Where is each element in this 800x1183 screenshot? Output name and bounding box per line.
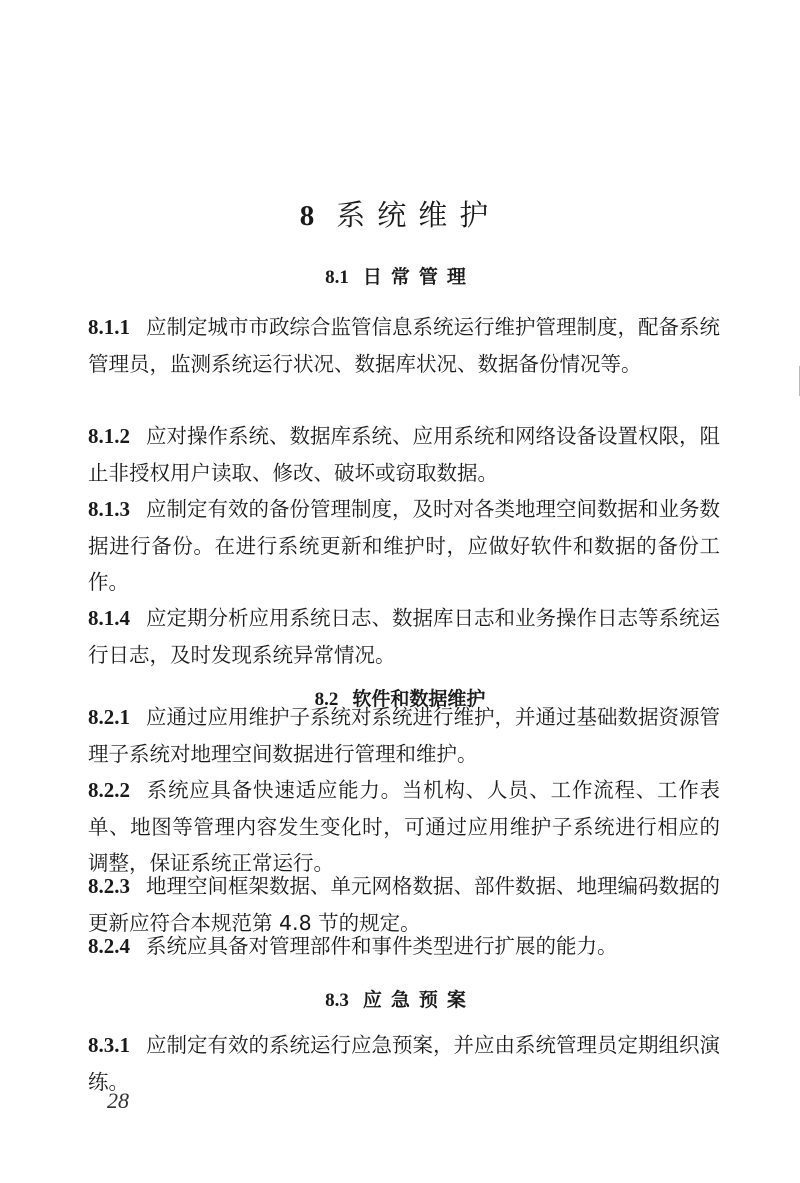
clause-number: 8.1.1 (88, 315, 130, 339)
chapter-title (0, 193, 800, 234)
section-title-text: 日常管理 (362, 266, 475, 288)
clause-number: 8.2.4 (88, 934, 130, 958)
section-title-text: 软件和数据维护 (352, 688, 486, 710)
section-number: 8.1 (325, 267, 349, 288)
clause-8-2-2 (88, 772, 720, 882)
section-title-8-1 (0, 262, 800, 289)
clause-8-3-1 (88, 1027, 720, 1100)
clause-number: 8.1.4 (88, 606, 130, 630)
clause-number: 8.3.1 (88, 1033, 130, 1057)
chapter-number: 8 (299, 200, 327, 232)
clause-number: 8.1.2 (88, 424, 130, 448)
clause-8-2-4 (88, 928, 720, 965)
section-title-8-3 (0, 985, 800, 1012)
clause-text: 应对操作系统、数据库系统、应用系统和网络设备设置权限，阻止非授权用户读取、修改、破坏或窃取数据。 (88, 424, 720, 485)
section-title-text: 应急预案 (362, 989, 475, 1011)
clause-text: 应制定有效的备份管理制度，及时对各类地理空间数据和业务数据进行备份。在进行系统更新和维护时，应做好软件和数据的备份工作。 (88, 497, 720, 594)
page-number: 28 (107, 1088, 129, 1113)
section-number: 8.2 (314, 689, 339, 710)
chapter-title-text: 系统维护 (336, 198, 501, 232)
clause-8-1-1 (88, 309, 720, 382)
clause-text: 系统应具备对管理部件和事件类型进行扩展的能力。 (146, 934, 618, 958)
clause-number: 8.2.3 (88, 874, 130, 898)
section-number: 8.3 (325, 990, 349, 1011)
clause-number: 8.2.2 (88, 778, 130, 802)
clause-8-1-3 (88, 491, 720, 601)
clause-text: 系统应具备快速适应能力。当机构、人员、工作流程、工作表单、地图等管理内容发生变化时，可通过应用维护子系统进行相应的调整，保证系统正常运行。 (88, 778, 720, 875)
clause-8-1-2 (88, 418, 720, 491)
clause-number: 8.1.3 (88, 497, 130, 521)
clause-text: 应定期分析应用系统日志、数据库日志和业务操作日志等系统运行日志，及时发现系统异常情况。 (88, 606, 720, 667)
clause-text: 地理空间框架数据、单元网格数据、部件数据、地理编码数据的更新应符合本规范第 4.8 节的规定。 (88, 874, 720, 935)
clause-number: 8.2.1 (88, 705, 130, 729)
clause-text: 应制定城市市政综合监管信息系统运行维护管理制度，配备系统管理员，监测系统运行状况、数据库状况、数据备份情况等。 (88, 315, 720, 376)
clause-text: 应制定有效的系统运行应急预案，并应由系统管理员定期组织演练。 (88, 1033, 720, 1094)
clause-text: 应通过应用维护子系统对系统进行维护，并通过基础数据资源管理子系统对地理空间数据进行管理和维护。 (88, 705, 720, 766)
clause-8-1-4 (88, 600, 720, 673)
clause-8-2-1 (88, 699, 720, 772)
